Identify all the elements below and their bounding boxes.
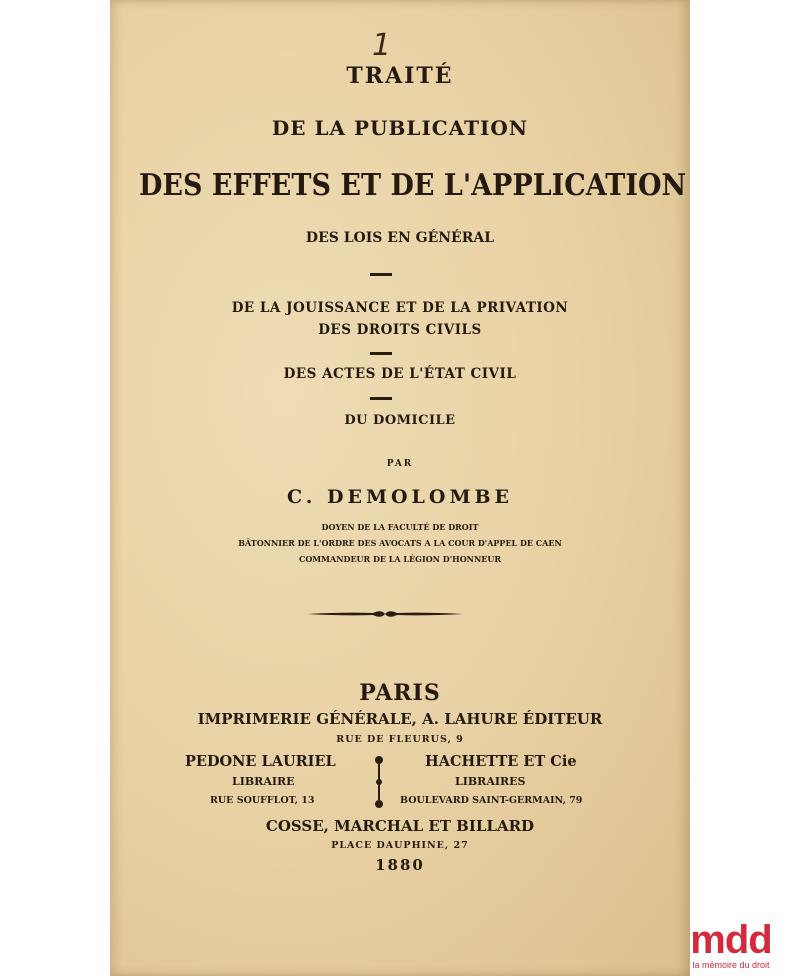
ornament-icon [305,607,465,621]
section-jouissance: DE LA JOUISSANCE ET DE LA PRIVATION [231,300,569,316]
imprint-printer: IMPRIMERIE GÉNÉRALE, A. LAHURE ÉDITEUR [197,710,603,728]
imprint-right-name: HACHETTE ET Cie [425,753,577,770]
imprint-left-role: LIBRAIRE [232,775,295,788]
author-credit: COMMANDEUR DE LA LÉGION D'HONNEUR [298,554,502,564]
title-publication: DE LA PUBLICATION [271,116,529,140]
watermark-logo [676,920,786,970]
watermark-mark: mdd [690,918,772,962]
title-effets: DES EFFETS ET DE L'APPLICATION [139,168,687,203]
imprint-right-role: LIBRAIRES [455,775,526,788]
title-traite: TRAITÉ [346,63,454,89]
divider-rule [370,352,392,355]
section-domicile: DU DOMICILE [344,413,456,428]
book-page [110,0,690,976]
divider-rule [370,273,392,276]
imprint-cosse: COSSE, MARCHAL ET BILLARD [265,817,535,835]
imprint-left-name: PEDONE LAURIEL [185,753,336,770]
section-etat-civil: DES ACTES DE L'ÉTAT CIVIL [283,366,517,382]
bracket-ornament-icon [372,754,386,810]
imprint-printer-address: RUE DE FLEURUS, 9 [336,734,464,745]
author-credit: DOYEN DE LA FACULTÉ DE DROIT [321,522,479,532]
imprint-right-address: BOULEVARD SAINT-GERMAIN, 79 [400,795,583,806]
divider-rule [370,397,392,400]
section-droits-civils: DES DROITS CIVILS [318,322,482,338]
imprint-cosse-address: PLACE DAUPHINE, 27 [331,840,469,851]
imprint-city: PARIS [359,680,441,706]
author-par: PAR [386,459,414,469]
watermark-caption: la mémoire du droit [692,960,770,970]
title-lois: DES LOIS EN GÉNÉRAL [305,230,495,246]
imprint-left-address: RUE SOUFFLOT, 13 [210,795,315,806]
handwritten-page-number: 1 [372,28,392,63]
author-name: C. DEMOLOMBE [286,486,514,508]
author-credit: BÂTONNIER DE L'ORDRE DES AVOCATS A LA COUR D'APPEL DE CAEN [238,538,562,548]
imprint-year: 1880 [375,856,425,874]
